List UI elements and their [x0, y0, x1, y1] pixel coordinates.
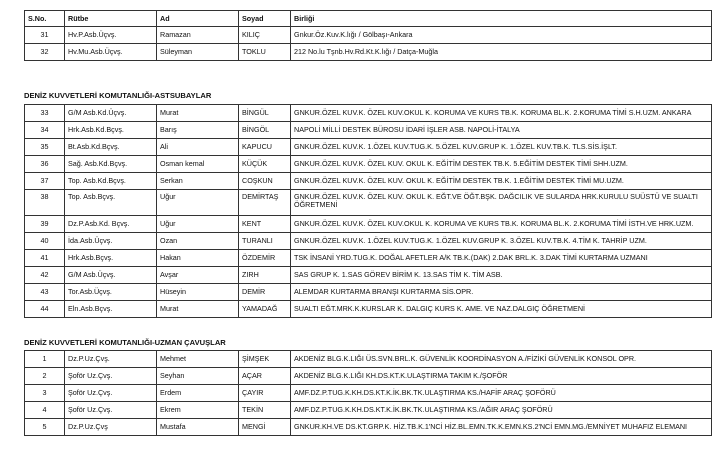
cell-ad: Murat	[157, 301, 239, 318]
table-row	[25, 122, 712, 139]
cell-sno: 40	[25, 233, 65, 250]
cell-sno: 33	[25, 105, 65, 122]
cell-rutbe: Dz.P.Uz.Çvş.	[65, 351, 157, 368]
cell-sno: 36	[25, 156, 65, 173]
cell-ad: Mustafa	[157, 419, 239, 436]
cell-ad: Ali	[157, 139, 239, 156]
cell-soyad: BİNGÖL	[239, 122, 291, 139]
cell-ad: Ramazan	[157, 27, 239, 44]
cell-soyad: TOKLU	[239, 44, 291, 61]
header-birligi: Birliği	[291, 11, 712, 27]
cell-soyad: AÇAR	[239, 368, 291, 385]
cell-sno: 41	[25, 250, 65, 267]
cell-birligi: GNKUR.ÖZEL KUV.K. 1.ÖZEL KUV.TUG.K. 5.ÖZEL KUV.GRUP K. 1.ÖZEL KUV.TB.K. TLS.SİS.İŞLT.	[291, 139, 712, 156]
cell-soyad: KILIÇ	[239, 27, 291, 44]
cell-birligi: GNKUR.KH.VE DS.KT.GRP.K. HİZ.TB.K.1'NCİ HİZ.BL.EMN.TK.K.EMN.KS.2'NCİ EMN.MG./EMNİYET MUHAFIZ ELEMANI	[291, 419, 712, 436]
cell-rutbe: Dz.P.Uz.Çvş	[65, 419, 157, 436]
table-row	[25, 105, 712, 122]
cell-birligi: GNKUR.ÖZEL KUV.K. ÖZEL KUV. OKUL K. EĞİTİM DESTEK TB.K. 1.EĞİTİM DESTEK TİMİ MU.UZM.	[291, 173, 712, 190]
cell-sno: 38	[25, 190, 65, 216]
cell-ad: Avşar	[157, 267, 239, 284]
cell-ad: Hakan	[157, 250, 239, 267]
cell-soyad: DEMİRTAŞ	[239, 190, 291, 216]
cell-sno: 32	[25, 44, 65, 61]
cell-soyad: ÇAYIR	[239, 385, 291, 402]
header-ad: Ad	[157, 11, 239, 27]
cell-rutbe: G/M Asb.Üçvş.	[65, 267, 157, 284]
cell-sno: 1	[25, 351, 65, 368]
table-header-row	[25, 11, 712, 27]
cell-soyad: TURANLI	[239, 233, 291, 250]
cell-sno: 4	[25, 402, 65, 419]
cell-ad: Barış	[157, 122, 239, 139]
cell-birligi: NAPOLİ MİLLİ DESTEK BÜROSU İDARİ İŞLER ASB. NAPOLİ-İTALYA	[291, 122, 712, 139]
cell-rutbe: Top. Asb.Bçvş.	[65, 190, 157, 216]
cell-soyad: KENT	[239, 216, 291, 233]
cell-ad: Uğur	[157, 216, 239, 233]
table-row	[25, 190, 712, 216]
table-row	[25, 267, 712, 284]
cell-birligi: ALEMDAR KURTARMA BRANŞI KURTARMA SİS.OPR.	[291, 284, 712, 301]
cell-ad: Seyhan	[157, 368, 239, 385]
table-row	[25, 351, 712, 368]
cell-rutbe: Tor.Asb.Üçvş.	[65, 284, 157, 301]
cell-ad: Ekrem	[157, 402, 239, 419]
cell-birligi: GNKUR.ÖZEL KUV.K. ÖZEL KUV. OKUL K. EĞT.VE ÖĞT.BŞK. DAĞCILIK VE SULARDA HRK.KURULU SUÜSTÜ VE SUALTI ÖĞRETMENİ	[291, 190, 712, 216]
table-row	[25, 27, 712, 44]
cell-sno: 39	[25, 216, 65, 233]
cell-ad: Serkan	[157, 173, 239, 190]
cell-rutbe: İda.Asb.Üçvş.	[65, 233, 157, 250]
table-row	[25, 385, 712, 402]
cell-ad: Mehmet	[157, 351, 239, 368]
table-row	[25, 284, 712, 301]
cell-rutbe: Hv.P.Asb.Üçvş.	[65, 27, 157, 44]
table-row	[25, 368, 712, 385]
cell-birligi: SAS GRUP K. 1.SAS GÖREV BİRİM K. 13.SAS TİM K. TİM ASB.	[291, 267, 712, 284]
cell-sno: 2	[25, 368, 65, 385]
cell-rutbe: Dz.P.Asb.Kd. Bçvş.	[65, 216, 157, 233]
cell-soyad: ZIRH	[239, 267, 291, 284]
cell-rutbe: Hv.Mu.Asb.Üçvş.	[65, 44, 157, 61]
cell-rutbe: Bt.Asb.Kd.Bçvş.	[65, 139, 157, 156]
cell-soyad: TEKİN	[239, 402, 291, 419]
cell-birligi: GNKUR.ÖZEL KUV.K. 1.ÖZEL KUV.TUG.K. 1.ÖZEL KUV.GRUP K. 3.ÖZEL KUV.TB.K. 4.TİM K. TAHRİP UZM.	[291, 233, 712, 250]
cell-sno: 31	[25, 27, 65, 44]
cell-birligi: Gnkur.Öz.Kuv.K.lığı / Gölbaşı-Ankara	[291, 27, 712, 44]
cell-soyad: KÜÇÜK	[239, 156, 291, 173]
cell-birligi: GNKUR.ÖZEL KUV.K. ÖZEL KUV.OKUL K. KORUMA VE KURS TB.K. KORUMA BL.K. 2.KORUMA TİMİ S.H.UZM. ANKARA	[291, 105, 712, 122]
table-row	[25, 419, 712, 436]
cell-sno: 34	[25, 122, 65, 139]
cell-birligi: AKDENİZ BLG.K.LIĞI KH.DS.KT.K.ULAŞTIRMA TAKIM K./ŞOFÖR	[291, 368, 712, 385]
table-row	[25, 216, 712, 233]
cell-rutbe: Şoför Uz.Çvş.	[65, 368, 157, 385]
cell-birligi: GNKUR.ÖZEL KUV.K. ÖZEL KUV.OKUL K. KORUMA VE KURS TB.K. KORUMA BL.K. 2.KORUMA TİMİ İSTH.VE HRK.UZM.	[291, 216, 712, 233]
cell-soyad: COŞKUN	[239, 173, 291, 190]
cell-birligi: 212 No.lu Tşnb.Hv.Rd.Kt.K.lığı / Datça-Muğla	[291, 44, 712, 61]
table-row	[25, 233, 712, 250]
header-sno: S.No.	[25, 11, 65, 27]
cell-birligi: AKDENİZ BLG.K.LIĞI ÜS.SVN.BRL.K. GÜVENLİK KOORDİNASYON A./FİZİKİ GÜVENLİK KONSOL OPR.	[291, 351, 712, 368]
cell-ad: Süleyman	[157, 44, 239, 61]
section-title-uzman-cavuslar: DENİZ KUVVETLERİ KOMUTANLIĞI-UZMAN ÇAVUŞLAR	[24, 338, 226, 347]
cell-soyad: ÖZDEMİR	[239, 250, 291, 267]
cell-sno: 35	[25, 139, 65, 156]
header-soyad: Soyad	[239, 11, 291, 27]
table-row	[25, 250, 712, 267]
cell-soyad: ŞİMŞEK	[239, 351, 291, 368]
cell-rutbe: Eln.Asb.Bçvş.	[65, 301, 157, 318]
cell-rutbe: Şoför Uz.Çvş.	[65, 402, 157, 419]
cell-ad: Hüseyin	[157, 284, 239, 301]
table-astsubaylar	[24, 104, 712, 318]
cell-sno: 42	[25, 267, 65, 284]
cell-sno: 43	[25, 284, 65, 301]
cell-rutbe: Hrk.Asb.Kd.Bçvş.	[65, 122, 157, 139]
cell-birligi: AMF.DZ.P.TUG.K.KH.DS.KT.K.İK.BK.TK.ULAŞTIRMA KS./HAFİF ARAÇ ŞOFÖRÜ	[291, 385, 712, 402]
table-row	[25, 173, 712, 190]
cell-birligi: GNKUR.ÖZEL KUV.K. ÖZEL KUV. OKUL K. EĞİTİM DESTEK TB.K. 5.EĞİTİM DESTEK TİMİ SHH.UZM.	[291, 156, 712, 173]
cell-soyad: MENGİ	[239, 419, 291, 436]
table-row	[25, 156, 712, 173]
cell-ad: Ozan	[157, 233, 239, 250]
cell-rutbe: Hrk.Asb.Bçvş.	[65, 250, 157, 267]
cell-rutbe: Şoför Uz.Çvş.	[65, 385, 157, 402]
table-row	[25, 402, 712, 419]
cell-rutbe: Sağ. Asb.Kd.Bçvş.	[65, 156, 157, 173]
section-title-astsubaylar: DENİZ KUVVETLERİ KOMUTANLIĞI-ASTSUBAYLAR	[24, 91, 212, 100]
cell-rutbe: G/M Asb.Kd.Üçvş.	[65, 105, 157, 122]
table-row	[25, 44, 712, 61]
cell-sno: 5	[25, 419, 65, 436]
cell-soyad: BİNGÜL	[239, 105, 291, 122]
cell-rutbe: Top. Asb.Kd.Bçvş.	[65, 173, 157, 190]
cell-ad: Erdem	[157, 385, 239, 402]
cell-soyad: DEMİR	[239, 284, 291, 301]
table-uzman-cavuslar	[24, 350, 712, 436]
table-unit-list-1	[24, 10, 712, 61]
cell-soyad: YAMADAĞ	[239, 301, 291, 318]
cell-birligi: AMF.DZ.P.TUG.K.KH.DS.KT.K.İK.BK.TK.ULAŞTIRMA KS./AĞIR ARAÇ ŞOFÖRÜ	[291, 402, 712, 419]
cell-ad: Murat	[157, 105, 239, 122]
cell-sno: 44	[25, 301, 65, 318]
cell-birligi: TSK İNSANİ YRD.TUG.K. DOĞAL AFETLER A/K TB.K.(DAK) 2.DAK BRL.K. 3.DAK TİMİ KURTARMA UZMANI	[291, 250, 712, 267]
table-row	[25, 139, 712, 156]
cell-ad: Osman kemal	[157, 156, 239, 173]
cell-sno: 37	[25, 173, 65, 190]
table-row	[25, 301, 712, 318]
header-rutbe: Rütbe	[65, 11, 157, 27]
cell-soyad: KAPUCU	[239, 139, 291, 156]
cell-sno: 3	[25, 385, 65, 402]
cell-birligi: SUALTI EĞT.MRK.K.KURSLAR K. DALGIÇ KURS K. AME. VE NAZ.DALGIÇ ÖĞRETMENİ	[291, 301, 712, 318]
cell-ad: Uğur	[157, 190, 239, 216]
